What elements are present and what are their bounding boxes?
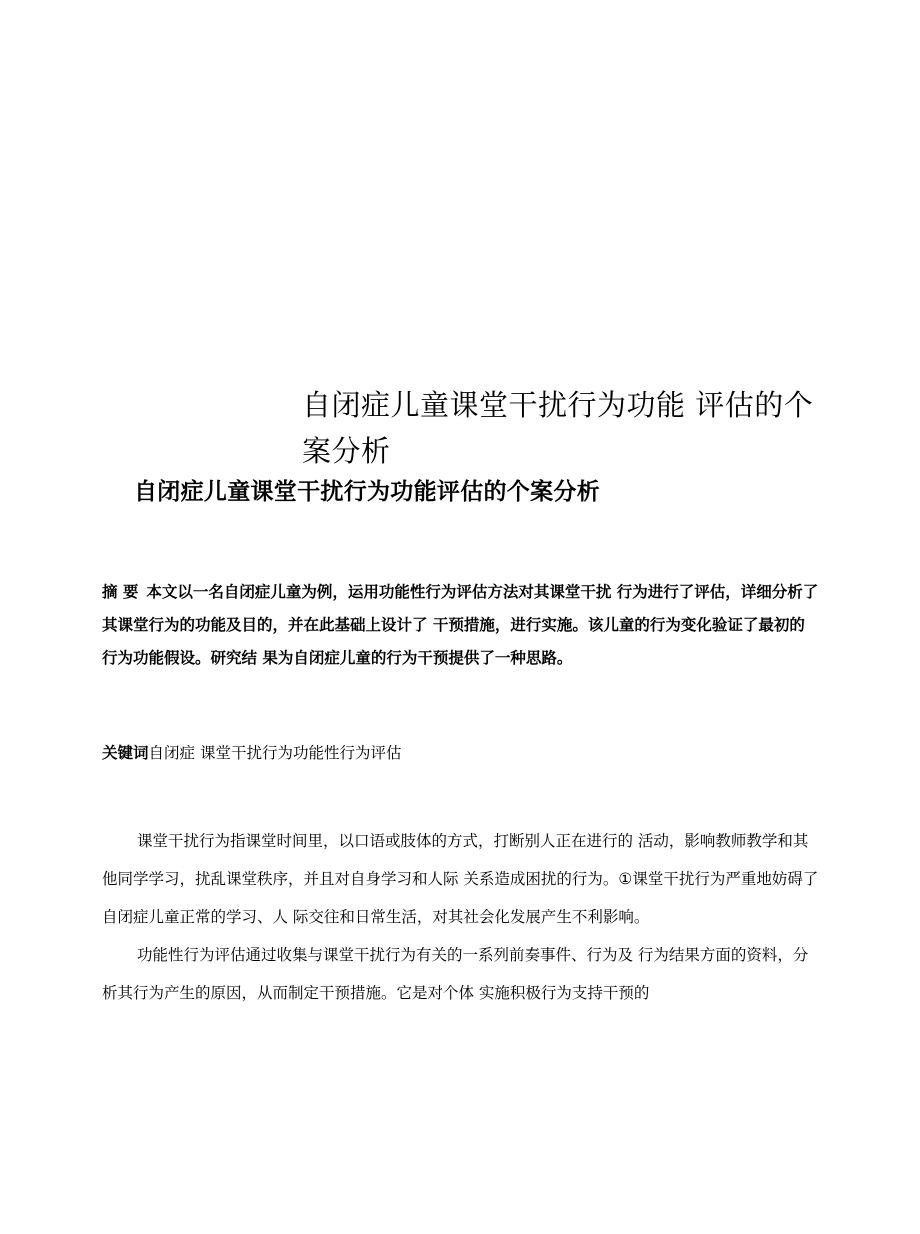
keywords [102,737,401,769]
paragraph-2: 功能性行为评估通过收集与课堂干扰行为有关的一系列前奏事件、行为及 行为结果方面的资料，分析其行为产生的原因，从而制定干预措施。它是对个体 实施积极行为支持干预的 [102,946,809,1002]
keywords-text: 自闭症 课堂干扰行为功能性行为评估 [148,744,402,762]
cover-title [302,382,842,474]
keywords-label: 关键词 [102,744,149,762]
abstract [102,576,820,675]
body-text [102,822,820,1012]
main-title: 自闭症儿童课堂干扰行为功能评估的个案分析 [134,479,600,505]
cover-title-line-2: 案分析 [302,434,391,468]
abstract-text: 本文以一名自闭症儿童为例，运用功能性行为评估方法对其课堂干扰 行为进行了评估，详细分析了其课堂行为的功能及目的，并在此基础上设计了 干预措施，进行实施。该儿童的行为变化验证了最初的行为功能假设。研究结 果为自闭症儿童的行为干预提供了一种思路。 [102,583,819,667]
abstract-label: 摘 要 [102,583,139,601]
paragraph-1: 课堂干扰行为指课堂时间里，以口语或肢体的方式，打断别人正在进行的 活动，影响教师教学和其他同学学习，扰乱课堂秩序，并且对自身学习和人际 关系造成困扰的行为。①课堂干扰行为严重地妨碍了自闭症儿童正常的学习、人 际交往和日常生活，对其社会化发展产生不利影响。 [102,832,819,926]
cover-title-line-1: 自闭症儿童课堂干扰行为功能 评估的个 [302,388,814,422]
